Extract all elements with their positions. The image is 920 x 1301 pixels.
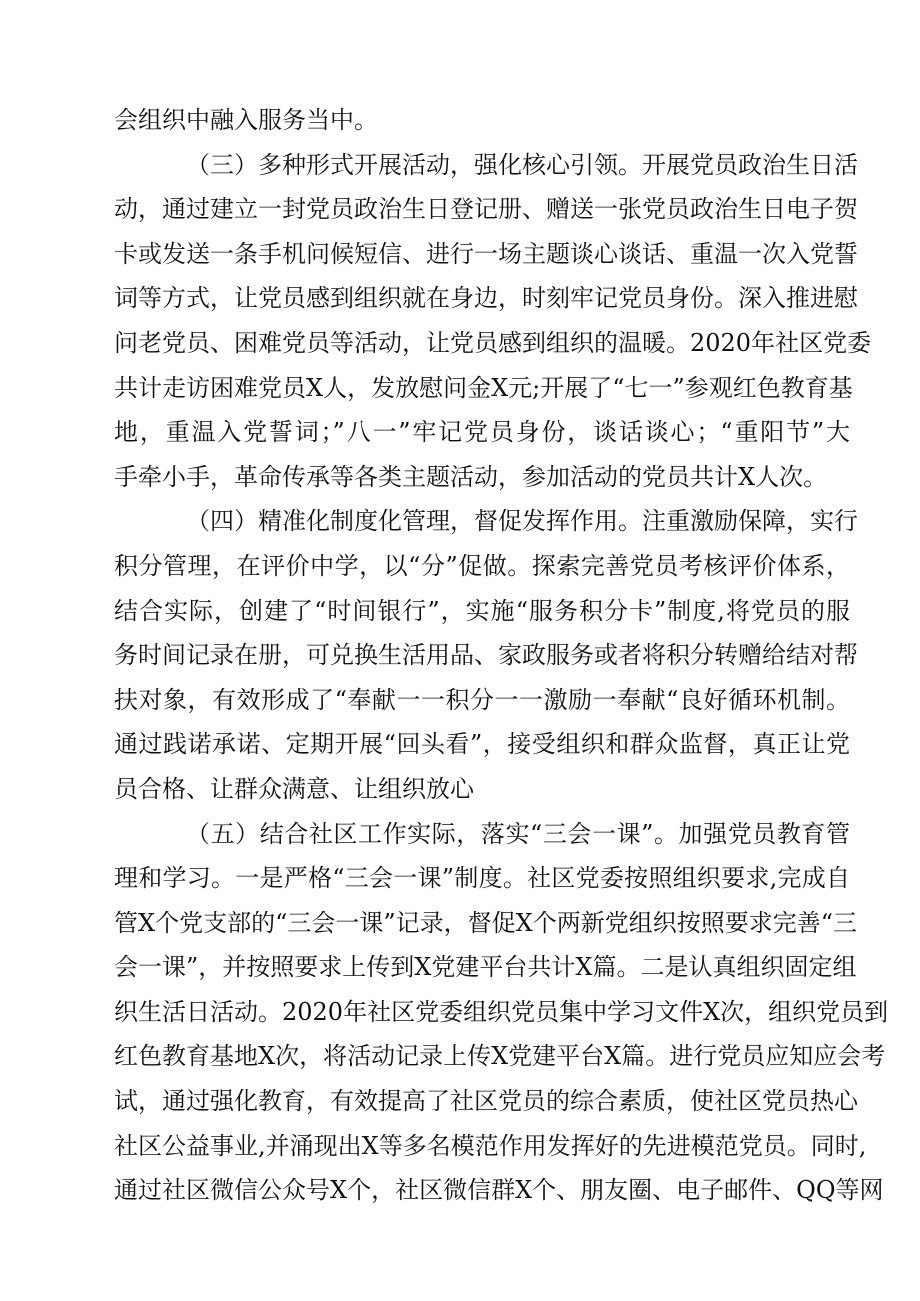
text-line: 通过社区微信公众号X个，社区微信群X个、朋友圈、电子邮件、QQ等网 (114, 1176, 884, 1205)
document-body (114, 98, 889, 1213)
text-line: 管X个党支部的“三会一课”记录，督促X个两新党组织按照要求完善“三 (114, 908, 857, 937)
text-line: 共计走访困难党员X人，发放慰问金X元;开展了“七一”参观红色教育基 (114, 373, 853, 402)
text-line: 社区公益事业,并涌现出X等多名模范作用发挥好的先进模范党员。同时, (114, 1131, 867, 1160)
text-line: 务时间记录在册，可兑换生活用品、家政服务或者将积分转赠给结对帮 (114, 641, 858, 670)
text-line: （五）结合社区工作实际，落实“三会一课”。加强党员教育管 (186, 819, 850, 848)
text-line: 织生活日活动。2020年社区党委组织党员集中学习文件X次，组织党员到 (114, 997, 889, 1026)
text-line: 结合实际，创建了“时间银行”，实施“服务积分卡”制度,将党员的服 (114, 596, 850, 625)
text-line: 卡或发送一条手机问候短信、进行一场主题谈心谈话、重温一次入党誓 (114, 239, 858, 268)
text-line: 积分管理，在评价中学，以“分”促做。探索完善党员考核评价体系， (114, 551, 850, 580)
text-line: 通过践诺承诺、定期开展“回头看”，接受组织和群众监督，真正让党 (114, 730, 850, 759)
text-line: 手牵小手，革命传承等各类主题活动，参加活动的党员共计X人次。 (114, 462, 828, 491)
text-line: 扶对象，有效形成了“奉献一一积分一一激励一奉献“良好循环机制。 (114, 685, 850, 714)
text-line: （四）精准化制度化管理，督促发挥作用。注重激励保障，实行 (186, 507, 858, 536)
text-line: 地，重温入党誓词；”八一”牢记党员身份，谈话谈心；“重阳节”大 (114, 418, 850, 447)
text-line: （三）多种形式开展活动，强化核心引领。开展党员政治生日活 (186, 150, 858, 179)
text-line: 问老党员、困难党员等活动，让党员感到组织的温暖。2020年社区党委 (114, 328, 872, 357)
text-line: 红色教育基地X次，将活动记录上传X党建平台X篇。进行党员应知应会考 (114, 1042, 886, 1071)
text-line: 词等方式，让党员感到组织就在身边，时刻牢记党员身份。深入推进慰 (114, 284, 858, 313)
text-line: 理和学习。一是严格“三会一课”制度。社区党委按照组织要求,完成自 (114, 864, 850, 893)
text-line: 试，通过强化教育，有效提高了社区党员的综合素质，使社区党员热心 (114, 1087, 858, 1116)
text-line: 员合格、让群众满意、让组织放心 (114, 774, 474, 803)
text-line: 动，通过建立一封党员政治生日登记册、赠送一张党员政治生日电子贺 (114, 195, 858, 224)
text-line: 会组织中融入服务当中。 (114, 106, 378, 134)
text-line: 会一课”，并按照要求上传到X党建平台共计X篇。二是认真组织固定组 (114, 953, 857, 982)
